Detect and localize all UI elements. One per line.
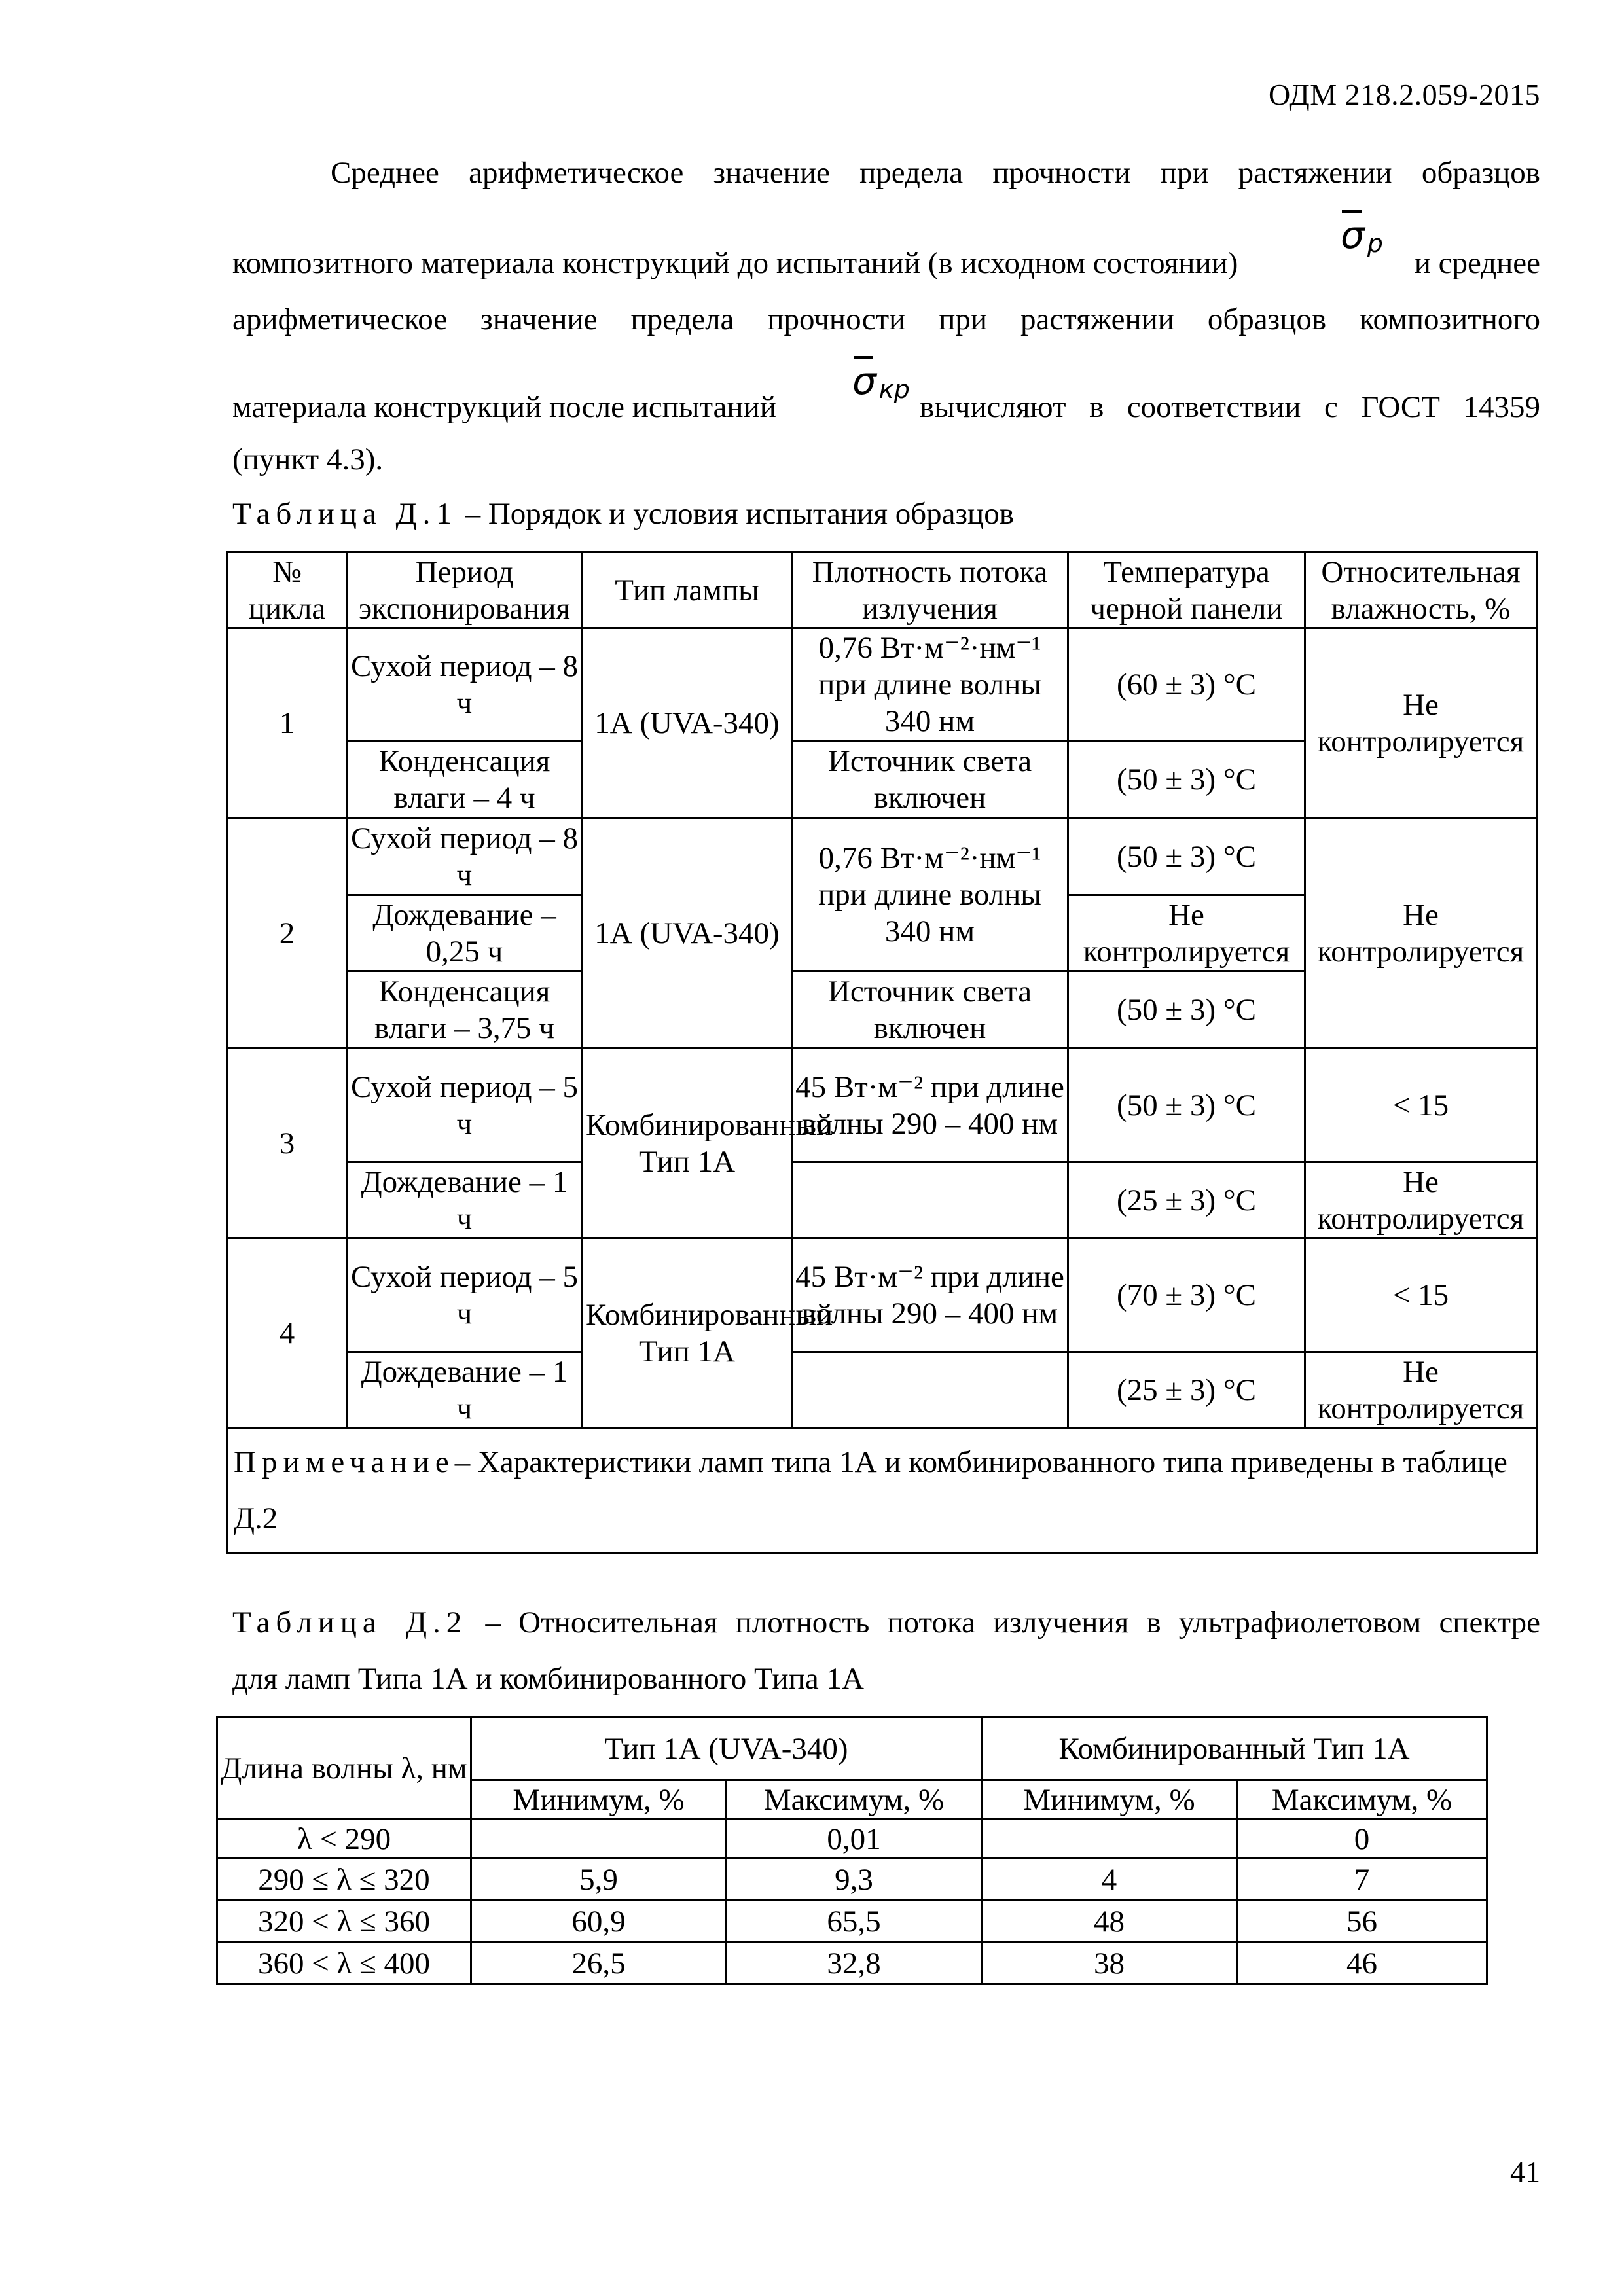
value-cell: 7: [1237, 1859, 1487, 1901]
temp-cell: (50 ± 3) °С: [1068, 741, 1305, 818]
period-cell: Дождевание – 0,25 ч: [347, 895, 583, 971]
value-cell: 0,01: [727, 1820, 982, 1859]
flux-cell: [792, 1162, 1068, 1238]
temp-cell: (70 ± 3) °С: [1068, 1238, 1305, 1352]
period-cell: Дождевание – 1 ч: [347, 1162, 583, 1238]
flux-cell: [792, 1352, 1068, 1428]
period-cell: Конденсация влаги – 4 ч: [347, 741, 583, 818]
intro-line-2-after: и среднее: [1414, 246, 1540, 280]
table-row: [228, 1162, 1537, 1238]
max-header: Максимум, %: [727, 1780, 982, 1820]
flux-cell: Источник света включен: [792, 741, 1068, 818]
value-cell: 60,9: [471, 1901, 727, 1943]
value-cell: 26,5: [471, 1943, 727, 1984]
value-cell: 0: [1237, 1820, 1487, 1859]
temp-cell: (50 ± 3) °С: [1068, 1049, 1305, 1162]
value-cell: 9,3: [727, 1859, 982, 1901]
lamp-cell: 1А (UVA-340): [583, 818, 792, 1049]
table-d2: [216, 1716, 1488, 1985]
note-text: – Характеристики ламп типа 1А и комбинированного типа приведены в таблице Д.2: [234, 1445, 1507, 1535]
table1-header-row: [228, 552, 1537, 628]
table1-note-row: [228, 1428, 1537, 1553]
table-row: [217, 1901, 1487, 1943]
temp-cell: Не контролируется: [1068, 895, 1305, 971]
period-cell: Сухой период – 5 ч: [347, 1049, 583, 1162]
lamp-cell: 1А (UVA-340): [583, 628, 792, 818]
flux-cell: 45 Вт·м⁻² при длине волны 290 – 400 нм: [792, 1049, 1068, 1162]
group-header-combined: Комбинированный Тип 1А: [982, 1717, 1487, 1780]
document-code: ОДМ 218.2.059-2015: [1268, 78, 1540, 111]
period-cell: Конденсация влаги – 3,75 ч: [347, 971, 583, 1049]
humidity-cell: Не контролируется: [1305, 628, 1537, 818]
humidity-cell: Не контролируется: [1305, 818, 1537, 1049]
table2-caption-line-2: для ламп Типа 1А и комбинированного Типа 1А: [232, 1662, 864, 1696]
page-number: 41: [1510, 2155, 1540, 2189]
period-cell: Сухой период – 8 ч: [347, 818, 583, 895]
group-header-uva: Тип 1А (UVA-340): [471, 1717, 982, 1780]
table1-header-cell: Относительная влажность, %: [1305, 552, 1537, 628]
intro-line-4-after: вычисляют в соответствии с ГОСТ 14359: [920, 390, 1540, 424]
temp-cell: (25 ± 3) °С: [1068, 1352, 1305, 1428]
table1-header-cell: Период экспонирования: [347, 552, 583, 628]
value-cell: 38: [982, 1943, 1237, 1984]
table-row: [228, 1049, 1537, 1162]
flux-cell: Источник света включен: [792, 971, 1068, 1049]
humidity-cell: Не контролируется: [1305, 1162, 1537, 1238]
table2-header-row: [217, 1717, 1487, 1780]
table2-caption-label: Таблица Д.2: [232, 1605, 468, 1640]
table1-caption: [232, 496, 1014, 531]
table-row: [217, 1859, 1487, 1901]
intro-line-1: Среднее арифметическое значение предела прочности при растяжении образцов: [331, 156, 1540, 190]
value-cell: 56: [1237, 1901, 1487, 1943]
temp-cell: (60 ± 3) °С: [1068, 628, 1305, 741]
humidity-cell: Не контролируется: [1305, 1352, 1537, 1428]
max-header: Максимум, %: [1237, 1780, 1487, 1820]
cycle-number: 2: [228, 818, 347, 1049]
table-d1: [226, 551, 1538, 1554]
flux-cell: 45 Вт·м⁻² при длине волны 290 – 400 нм: [792, 1238, 1068, 1352]
intro-line-5: (пункт 4.3).: [232, 442, 384, 476]
range-cell: 360 < λ ≤ 400: [217, 1943, 471, 1984]
value-cell: 48: [982, 1901, 1237, 1943]
table1-note: [228, 1428, 1537, 1553]
lamp-cell: Комбинированный Тип 1А: [583, 1238, 792, 1428]
table-row: [228, 1352, 1537, 1428]
flux-cell: 0,76 Вт·м⁻²·нм⁻¹ при длине волны 340 нм: [792, 628, 1068, 741]
lamp-cell: Комбинированный Тип 1А: [583, 1049, 792, 1238]
cycle-number: 3: [228, 1049, 347, 1238]
period-cell: Сухой период – 5 ч: [347, 1238, 583, 1352]
sigma-kr-symbol: σкр: [852, 359, 907, 403]
cycle-number: 1: [228, 628, 347, 818]
range-cell: 290 ≤ λ ≤ 320: [217, 1859, 471, 1901]
table-row: [228, 1238, 1537, 1352]
table-row: [228, 628, 1537, 741]
intro-line-3: арифметическое значение предела прочности при растяжении образцов композитного: [232, 302, 1540, 336]
range-cell: λ < 290: [217, 1820, 471, 1859]
table1-caption-label: Таблица Д.1: [232, 497, 458, 531]
value-cell: 5,9: [471, 1859, 727, 1901]
sigma-p-symbol: σp: [1341, 213, 1380, 257]
table-row: [217, 1820, 1487, 1859]
value-cell: [982, 1820, 1237, 1859]
table-row: [228, 818, 1537, 895]
period-cell: Дождевание – 1 ч: [347, 1352, 583, 1428]
cycle-number: 4: [228, 1238, 347, 1428]
flux-cell: 0,76 Вт·м⁻²·нм⁻¹ при длине волны 340 нм: [792, 818, 1068, 971]
table1-header-cell: № цикла: [228, 552, 347, 628]
value-cell: 4: [982, 1859, 1237, 1901]
humidity-cell: < 15: [1305, 1238, 1537, 1352]
range-cell: 320 < λ ≤ 360: [217, 1901, 471, 1943]
intro-line-2-text: композитного материала конструкций до испытаний (в исходном состоянии): [232, 246, 1238, 280]
value-cell: [471, 1820, 727, 1859]
table1-header-cell: Плотность потока излучения: [792, 552, 1068, 628]
min-header: Минимум, %: [471, 1780, 727, 1820]
note-label: Примечание: [234, 1445, 455, 1479]
table1-header-cell: Температура черной панели: [1068, 552, 1305, 628]
humidity-cell: < 15: [1305, 1049, 1537, 1162]
value-cell: 46: [1237, 1943, 1487, 1984]
table2-caption-text: – Относительная плотность потока излучения в ультрафиолетовом спектре: [485, 1605, 1541, 1640]
table2-caption-line-1: [232, 1605, 1540, 1640]
table1-caption-text: – Порядок и условия испытания образцов: [465, 497, 1014, 531]
period-cell: Сухой период – 8 ч: [347, 628, 583, 741]
table-row: [217, 1943, 1487, 1984]
value-cell: 32,8: [727, 1943, 982, 1984]
temp-cell: (25 ± 3) °С: [1068, 1162, 1305, 1238]
table1-header-cell: Тип лампы: [583, 552, 792, 628]
wavelength-header: Длина волны λ, нм: [217, 1717, 471, 1820]
value-cell: 65,5: [727, 1901, 982, 1943]
min-header: Минимум, %: [982, 1780, 1237, 1820]
intro-line-4-text: материала конструкций после испытаний: [232, 390, 776, 424]
temp-cell: (50 ± 3) °С: [1068, 818, 1305, 895]
temp-cell: (50 ± 3) °С: [1068, 971, 1305, 1049]
